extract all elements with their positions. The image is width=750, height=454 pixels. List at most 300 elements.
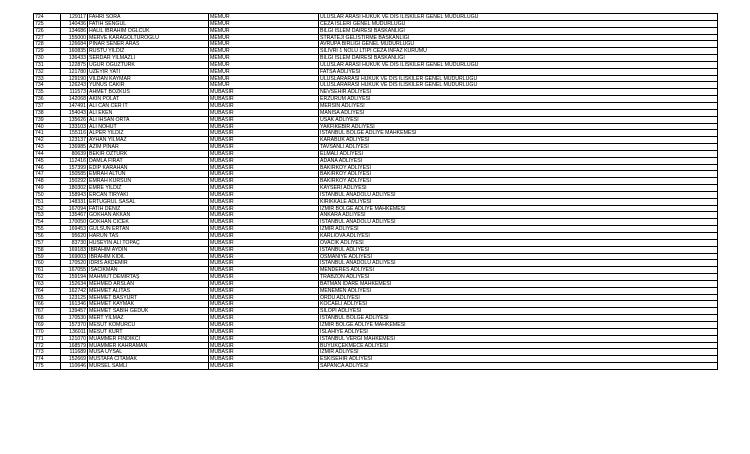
assigned-unit-cell: ISTANBUL VERGI MAHKEMESI [319, 336, 718, 343]
registry-number-cell: 160835 [61, 48, 88, 55]
table-row [34, 158, 718, 165]
full-name-cell: GULSUN ERTAN [88, 226, 209, 233]
assigned-unit-cell: MANISA ADLIYESI [319, 110, 718, 117]
table-row [34, 28, 718, 35]
full-name-cell: ALI EKEN [88, 110, 209, 117]
assigned-unit-cell: BAKIRKOY ADLIYESI [319, 178, 718, 185]
table-row [34, 151, 718, 158]
registry-number-cell: 134686 [61, 28, 88, 35]
job-title-cell: MUBASIR [209, 96, 319, 103]
row-number-cell: 760 [34, 260, 61, 267]
assigned-unit-cell: IZMIR BOLGE ADLIYE MAHKEMESI [319, 322, 718, 329]
row-number-cell: 775 [34, 363, 61, 370]
table-row [34, 185, 718, 192]
registry-number-cell: 142068 [61, 96, 88, 103]
table-row [34, 110, 718, 117]
job-title-cell: MUBASIR [209, 206, 319, 213]
job-title-cell: MUBASIR [209, 329, 319, 336]
table-row [34, 206, 718, 213]
full-name-cell: MESUT KOMURCU [88, 322, 209, 329]
table-row [34, 96, 718, 103]
registry-number-cell: 126684 [61, 41, 88, 48]
row-number-cell: 772 [34, 343, 61, 350]
assigned-unit-cell: SILOPI ADLIYESI [319, 308, 718, 315]
job-title-cell: MUBASIR [209, 247, 319, 254]
full-name-cell: MUSTAFA CITAMAK [88, 356, 209, 363]
job-title-cell: MUBASIR [209, 103, 319, 110]
registry-number-cell: 123137 [61, 137, 88, 144]
row-number-cell: 743 [34, 144, 61, 151]
row-number-cell: 742 [34, 137, 61, 144]
assigned-unit-cell: CEZA ISLERI GENEL MUDURLUGU [319, 21, 718, 28]
job-title-cell: MUBASIR [209, 288, 319, 295]
job-title-cell: MUBASIR [209, 212, 319, 219]
table-row [34, 76, 718, 83]
full-name-cell: FAHRI SORA [88, 14, 209, 21]
row-number-cell: 725 [34, 21, 61, 28]
assigned-unit-cell: SILIVRI 1 NOLU LTIPI CEZA INFAZ KURUMU [319, 48, 718, 55]
registry-number-cell: 111573 [61, 89, 88, 96]
assigned-unit-cell: ESKISEHIR ADLIYESI [319, 356, 718, 363]
job-title-cell: MEMUR [209, 62, 319, 69]
job-title-cell: MUBASIR [209, 274, 319, 281]
row-number-cell: 770 [34, 329, 61, 336]
row-number-cell: 754 [34, 219, 61, 226]
table-row [34, 14, 718, 21]
registry-number-cell: 155116 [61, 130, 88, 137]
assigned-unit-cell: BATMAN IDARE MAHKEMESI [319, 281, 718, 288]
assigned-unit-cell: TRABZON ADLIYESI [319, 274, 718, 281]
registry-number-cell: 126243 [61, 82, 88, 89]
row-number-cell: 744 [34, 151, 61, 158]
full-name-cell: IBRAHIM KIDIL [88, 254, 209, 261]
full-name-cell: YUNUS CAKIR [88, 82, 209, 89]
row-number-cell: 769 [34, 322, 61, 329]
assigned-unit-cell: SAPANCA ADLIYESI [319, 363, 718, 370]
full-name-cell: VILDAN KAYMAR [88, 76, 209, 83]
full-name-cell: MURSEL SAMLI [88, 363, 209, 370]
row-number-cell: 727 [34, 35, 61, 42]
job-title-cell: MUBASIR [209, 254, 319, 261]
job-title-cell: MUBASIR [209, 192, 319, 199]
registry-number-cell: 147491 [61, 103, 88, 110]
job-title-cell: MUBASIR [209, 308, 319, 315]
row-number-cell: 734 [34, 82, 61, 89]
table-row [34, 144, 718, 151]
table-row [34, 192, 718, 199]
row-number-cell: 755 [34, 226, 61, 233]
table-row [34, 124, 718, 131]
table-row [34, 199, 718, 206]
registry-number-cell: 158943 [61, 192, 88, 199]
registry-number-cell: 112416 [61, 158, 88, 165]
full-name-cell: UGUR OGUZTURK [88, 62, 209, 69]
assigned-unit-cell: ELMALI ADLIYESI [319, 151, 718, 158]
table-row [34, 247, 718, 254]
assigned-unit-cell: ULUSLAR ARASI HUKUK VE DIS ILISKILER GENEL MUDURLUGU [319, 14, 718, 21]
assigned-unit-cell: KAYSERI ADLIYESI [319, 185, 718, 192]
full-name-cell: EMRAH KURSUN [88, 178, 209, 185]
job-title-cell: MUBASIR [209, 233, 319, 240]
full-name-cell: IBRAHIM AYDIN [88, 247, 209, 254]
row-number-cell: 751 [34, 199, 61, 206]
assigned-unit-cell: AVRUPA BIRLIGI GENEL MUDURLUGU [319, 41, 718, 48]
assigned-unit-cell: NEVSEHIR ADLIYESI [319, 89, 718, 96]
table-row [34, 89, 718, 96]
table-row [34, 62, 718, 69]
table-row [34, 240, 718, 247]
table-row [34, 315, 718, 322]
assigned-unit-cell: ULUSLAR ARASI HUKUK VE DIS ILISKILER GENEL MUDURLUGU [319, 62, 718, 69]
assigned-unit-cell: ULUSLARARASI HUKUK VE DIS ILISKILER GENEL MUDURLUGU [319, 82, 718, 89]
job-title-cell: MEMUR [209, 41, 319, 48]
job-title-cell: MEMUR [209, 28, 319, 35]
table-row [34, 69, 718, 76]
full-name-cell: MERT YILMAZ [88, 315, 209, 322]
row-number-cell: 741 [34, 130, 61, 137]
registry-number-cell: 157399 [61, 165, 88, 172]
full-name-cell: ALI CAN CER IT [88, 103, 209, 110]
assigned-unit-cell: FATSA ADLIYESI [319, 69, 718, 76]
row-number-cell: 767 [34, 308, 61, 315]
assigned-unit-cell: ISTANBUL ADLIYESI [319, 247, 718, 254]
table-row [34, 274, 718, 281]
assigned-unit-cell: ISTANBUL BOLGE ADLIYE MAHKEMESI [319, 130, 718, 137]
assigned-unit-cell: ERZURUM ADLIYESI [319, 96, 718, 103]
job-title-cell: MUBASIR [209, 356, 319, 363]
job-title-cell: MEMUR [209, 48, 319, 55]
row-number-cell: 753 [34, 212, 61, 219]
registry-number-cell: 135626 [61, 117, 88, 124]
row-number-cell: 732 [34, 69, 61, 76]
assigned-unit-cell: TAVSANLI ADLIYESI [319, 144, 718, 151]
job-title-cell: MEMUR [209, 35, 319, 42]
assigned-unit-cell: ORDU ADLIYESI [319, 295, 718, 302]
job-title-cell: MUBASIR [209, 336, 319, 343]
job-title-cell: MUBASIR [209, 349, 319, 356]
registry-number-cell: 140436 [61, 21, 88, 28]
assigned-unit-cell: STRATEJI GELISTIRME BASKANLIGI [319, 35, 718, 42]
job-title-cell: MUBASIR [209, 171, 319, 178]
full-name-cell: HUSEYIN ALI TOPAÇ [88, 240, 209, 247]
assigned-unit-cell: OVACIK ADLIYESI [319, 240, 718, 247]
job-title-cell: MUBASIR [209, 219, 319, 226]
row-number-cell: 752 [34, 206, 61, 213]
table-row [34, 178, 718, 185]
full-name-cell: DAMLA FIRAT [88, 158, 209, 165]
job-title-cell: MUBASIR [209, 185, 319, 192]
assigned-unit-cell: YAKFIKEBIR ADLIYESI [319, 124, 718, 131]
table-row [34, 329, 718, 336]
row-number-cell: 749 [34, 185, 61, 192]
table-row [34, 21, 718, 28]
row-number-cell: 745 [34, 158, 61, 165]
assigned-unit-cell: USAK ADLIYESI [319, 117, 718, 124]
full-name-cell: FATIH SENGUL [88, 21, 209, 28]
assigned-unit-cell: KOCAELI ADLIYESI [319, 301, 718, 308]
table-row [34, 308, 718, 315]
full-name-cell: BEKIR OZTURK [88, 151, 209, 158]
assigned-unit-cell: KARLIOVA ADLIYESI [319, 233, 718, 240]
table-row [34, 82, 718, 89]
registry-number-cell: 161346 [61, 301, 88, 308]
job-title-cell: MUBASIR [209, 158, 319, 165]
job-title-cell: MUBASIR [209, 322, 319, 329]
full-name-cell: MERVE KARAGOLTUROGLU [88, 35, 209, 42]
row-number-cell: 740 [34, 124, 61, 131]
table-row [34, 165, 718, 172]
registry-number-cell: 121780 [61, 69, 88, 76]
job-title-cell: MUBASIR [209, 295, 319, 302]
table-row [34, 226, 718, 233]
job-title-cell: MUBASIR [209, 281, 319, 288]
registry-number-cell: 167055 [61, 267, 88, 274]
table-row [34, 171, 718, 178]
row-number-cell: 739 [34, 117, 61, 124]
full-name-cell: FATIH DENIZ [88, 206, 209, 213]
row-number-cell: 758 [34, 247, 61, 254]
table-row [34, 219, 718, 226]
full-name-cell: ERTUGRUL SASAL [88, 199, 209, 206]
row-number-cell: 724 [34, 14, 61, 21]
row-number-cell: 759 [34, 254, 61, 261]
row-number-cell: 773 [34, 349, 61, 356]
registry-number-cell: 135467 [61, 212, 88, 219]
row-number-cell: 771 [34, 336, 61, 343]
table-row [34, 295, 718, 302]
full-name-cell: ALI NOHUT [88, 124, 209, 131]
job-title-cell: MUBASIR [209, 226, 319, 233]
registry-number-cell: 136011 [61, 329, 88, 336]
table-row [34, 281, 718, 288]
registry-number-cell: 170520 [61, 260, 88, 267]
full-name-cell: ERCAN TIRYAKI [88, 192, 209, 199]
row-number-cell: 726 [34, 28, 61, 35]
registry-number-cell: 148331 [61, 199, 88, 206]
assigned-unit-cell: MENEMEN ADLIYESI [319, 288, 718, 295]
row-number-cell: 729 [34, 48, 61, 55]
full-name-cell: MEHMET BASYURT [88, 295, 209, 302]
row-number-cell: 768 [34, 315, 61, 322]
assigned-unit-cell: IZMIR ADLIYESI [319, 226, 718, 233]
full-name-cell: ISACIKMAN [88, 267, 209, 274]
table-row [34, 130, 718, 137]
full-name-cell: EDIP KARAHAN [88, 165, 209, 172]
job-title-cell: MUBASIR [209, 137, 319, 144]
job-title-cell: MUBASIR [209, 363, 319, 370]
registry-number-cell: 152634 [61, 281, 88, 288]
row-number-cell: 728 [34, 41, 61, 48]
job-title-cell: MUBASIR [209, 89, 319, 96]
assigned-unit-cell: OSMANIYE ADLIYESI [319, 254, 718, 261]
registry-number-cell: 169183 [61, 247, 88, 254]
assigned-unit-cell: KIRIKKALE ADLIYESI [319, 199, 718, 206]
registry-number-cell: 162742 [61, 288, 88, 295]
table-row [34, 288, 718, 295]
row-number-cell: 733 [34, 76, 61, 83]
registry-number-cell: 170530 [61, 315, 88, 322]
registry-number-cell: 157370 [61, 322, 88, 329]
full-name-cell: MUAMMER FINDIKCI [88, 336, 209, 343]
row-number-cell: 737 [34, 103, 61, 110]
registry-number-cell: 155000 [61, 35, 88, 42]
row-number-cell: 774 [34, 356, 61, 363]
table-row [34, 233, 718, 240]
job-title-cell: MUBASIR [209, 301, 319, 308]
assigned-unit-cell: ISTANBUL ANADOLU ADLIYESI [319, 192, 718, 199]
full-name-cell: EMRAH ALTUN [88, 171, 209, 178]
assigned-unit-cell: BAKIRKOY ADLIYESI [319, 171, 718, 178]
table-row [34, 356, 718, 363]
full-name-cell: SERDAR YILMAZLI [88, 55, 209, 62]
registry-number-cell: 154043 [61, 110, 88, 117]
registry-number-cell: 150585 [61, 171, 88, 178]
job-title-cell: MEMUR [209, 76, 319, 83]
assigned-unit-cell: MENDERES ADLIYESI [319, 267, 718, 274]
job-title-cell: MUBASIR [209, 267, 319, 274]
job-title-cell: MUBASIR [209, 260, 319, 267]
full-name-cell: MEHMET SABIH GEDUK [88, 308, 209, 315]
assigned-unit-cell: IZMIR ADLIYESI [319, 349, 718, 356]
full-name-cell: AKIN POLAT [88, 96, 209, 103]
full-name-cell: MESUT KURT [88, 329, 209, 336]
row-number-cell: 738 [34, 110, 61, 117]
registry-number-cell: 121070 [61, 336, 88, 343]
table-row [34, 55, 718, 62]
row-number-cell: 731 [34, 62, 61, 69]
full-name-cell: AZIM PINAR [88, 144, 209, 151]
registry-number-cell: 180302 [61, 185, 88, 192]
row-number-cell: 748 [34, 178, 61, 185]
job-title-cell: MUBASIR [209, 315, 319, 322]
job-title-cell: MEMUR [209, 55, 319, 62]
job-title-cell: MUBASIR [209, 124, 319, 131]
table-row [34, 212, 718, 219]
assigned-unit-cell: ANKARA ADLIYESI [319, 212, 718, 219]
job-title-cell: MUBASIR [209, 199, 319, 206]
assigned-unit-cell: IZMIR BOLGE ADLIYE MAHKEMESI [319, 206, 718, 213]
row-number-cell: 735 [34, 89, 61, 96]
table-row [34, 137, 718, 144]
assigned-unit-cell: ULUSLARARASI HUKUK VE DIS ILISKILER GENEL MUDURLUGU [319, 76, 718, 83]
table-row [34, 41, 718, 48]
row-number-cell: 763 [34, 281, 61, 288]
table-row [34, 267, 718, 274]
job-title-cell: MUBASIR [209, 343, 319, 350]
full-name-cell: IDRIS AKDEMIR [88, 260, 209, 267]
full-name-cell: MUSA UYSAL [88, 349, 209, 356]
registry-number-cell: 80639 [61, 151, 88, 158]
table-row [34, 322, 718, 329]
full-name-cell: PINAR SENER ARAS [88, 41, 209, 48]
registry-number-cell: 168579 [61, 343, 88, 350]
registry-number-cell: 169453 [61, 226, 88, 233]
registry-number-cell: 111689 [61, 349, 88, 356]
assigned-unit-cell: ISLAHIYE ADLIYESI [319, 329, 718, 336]
job-title-cell: MEMUR [209, 82, 319, 89]
full-name-cell: MUAMMER KAHRAMAN [88, 343, 209, 350]
personnel-table [33, 13, 718, 370]
registry-number-cell: 122875 [61, 62, 88, 69]
job-title-cell: MUBASIR [209, 240, 319, 247]
table-row [34, 336, 718, 343]
registry-number-cell: 159194 [61, 274, 88, 281]
registry-number-cell: 167094 [61, 206, 88, 213]
full-name-cell: GOKHAN AKKAN [88, 212, 209, 219]
registry-number-cell: 152669 [61, 356, 88, 363]
registry-number-cell: 83730 [61, 240, 88, 247]
registry-number-cell: 123125 [61, 295, 88, 302]
row-number-cell: 730 [34, 55, 61, 62]
row-number-cell: 761 [34, 267, 61, 274]
assigned-unit-cell: ISTANBUL ANADOLU ADLIYESI [319, 219, 718, 226]
assigned-unit-cell: BILGI ISLEM DAIRESI BASKANLIGI [319, 28, 718, 35]
job-title-cell: MUBASIR [209, 130, 319, 137]
registry-number-cell: 110646 [61, 363, 88, 370]
full-name-cell: MAHMUT DEMIRTAŞ [88, 274, 209, 281]
table-row [34, 35, 718, 42]
row-number-cell: 764 [34, 288, 61, 295]
assigned-unit-cell: KARABUK ADLIYESI [319, 137, 718, 144]
registry-number-cell: 139457 [61, 308, 88, 315]
table-row [34, 343, 718, 350]
assigned-unit-cell: ISTANBUL BOLGE ADLIYESI [319, 315, 718, 322]
row-number-cell: 736 [34, 96, 61, 103]
full-name-cell: EMRE YILDIZ [88, 185, 209, 192]
registry-number-cell: 150292 [61, 178, 88, 185]
job-title-cell: MUBASIR [209, 117, 319, 124]
full-name-cell: AHMET BOZKUS [88, 89, 209, 96]
registry-number-cell: 129190 [61, 76, 88, 83]
registry-number-cell: 170050 [61, 219, 88, 226]
row-number-cell: 746 [34, 165, 61, 172]
row-number-cell: 750 [34, 192, 61, 199]
assigned-unit-cell: MERSIN ADLIYESI [319, 103, 718, 110]
row-number-cell: 765 [34, 295, 61, 302]
registry-number-cell: 136433 [61, 55, 88, 62]
job-title-cell: MEMUR [209, 21, 319, 28]
table-row [34, 260, 718, 267]
assigned-unit-cell: BUYUKÇEKMECE ADLIYESI [319, 343, 718, 350]
row-number-cell: 747 [34, 171, 61, 178]
row-number-cell: 766 [34, 301, 61, 308]
full-name-cell: ALI IHSAN ORTA [88, 117, 209, 124]
job-title-cell: MUBASIR [209, 151, 319, 158]
registry-number-cell: 169003 [61, 254, 88, 261]
full-name-cell: GOKHAN CICEK [88, 219, 209, 226]
full-name-cell: AYHAN YILMAZ [88, 137, 209, 144]
registry-number-cell: 129117 [61, 14, 88, 21]
job-title-cell: MEMUR [209, 14, 319, 21]
assigned-unit-cell: ADANA ADLIYESI [319, 158, 718, 165]
row-number-cell: 762 [34, 274, 61, 281]
assigned-unit-cell: BILGI ISLEM DAIRESI BASKANLIGI [319, 55, 718, 62]
table-row [34, 349, 718, 356]
job-title-cell: MUBASIR [209, 144, 319, 151]
assigned-unit-cell: BAKIRKOY ADLIYESI [319, 165, 718, 172]
registry-number-cell: 95620 [61, 233, 88, 240]
job-title-cell: MUBASIR [209, 178, 319, 185]
job-title-cell: MUBASIR [209, 165, 319, 172]
job-title-cell: MUBASIR [209, 110, 319, 117]
registry-number-cell: 133103 [61, 124, 88, 131]
table-row [34, 363, 718, 370]
registry-number-cell: 136985 [61, 144, 88, 151]
table-row [34, 48, 718, 55]
full-name-cell: MEHMET ALITAS [88, 288, 209, 295]
full-name-cell: HALIL IBRAHIM OGLCUK [88, 28, 209, 35]
full-name-cell: MEHMET KAYMAK [88, 301, 209, 308]
